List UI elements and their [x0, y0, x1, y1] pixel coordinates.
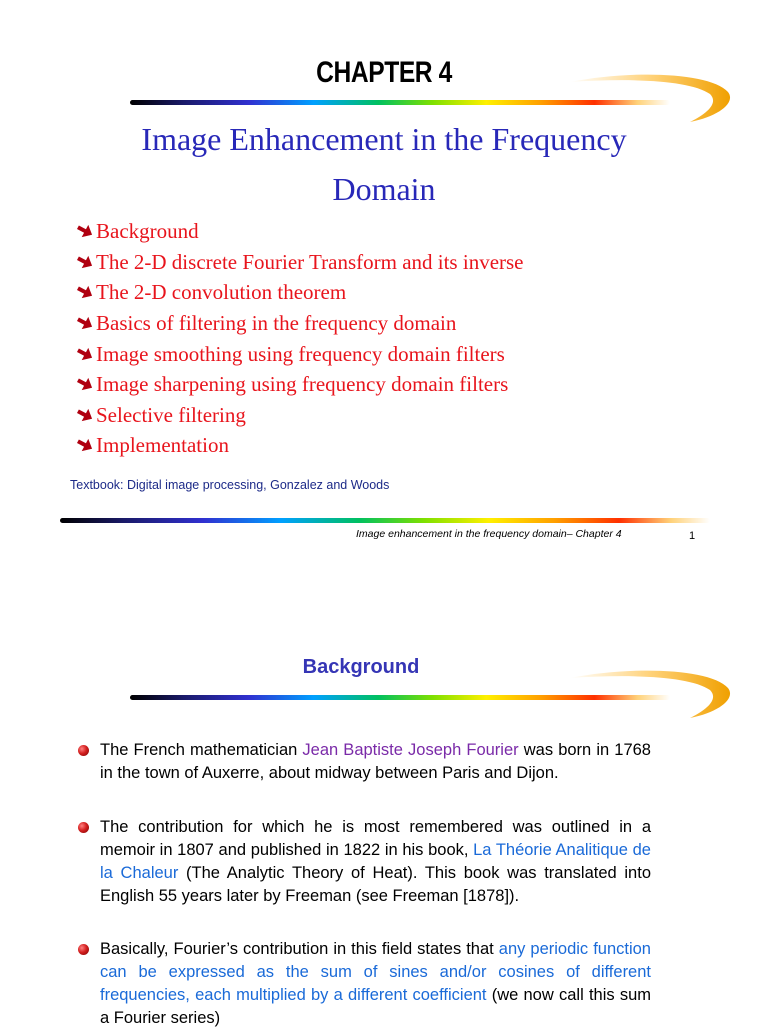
list-item [74, 400, 524, 431]
list-item-text: Image smoothing using frequency domain filters [96, 341, 505, 366]
bullet-dot-icon [78, 822, 89, 833]
arrow-bullet-icon [74, 315, 96, 331]
fourier-name: Jean Baptiste Joseph Fourier [302, 741, 519, 759]
arrow-bullet-icon [74, 376, 96, 392]
slide-2 [0, 580, 768, 1027]
arrow-bullet-icon [74, 254, 96, 270]
textbook-reference: Textbook: Digital image processing, Gonzalez and Woods [70, 478, 390, 492]
arrow-bullet-icon [74, 346, 96, 362]
list-item-text: The 2-D convolution theorem [96, 280, 347, 305]
bullet-dot-icon [78, 745, 89, 756]
arrow-bullet-icon [74, 407, 96, 423]
slide-title-line-2: Domain [332, 171, 436, 207]
paragraph-text: (The Analytic Theory of Heat). This book was translated into English 55 years later by Freeman (see Freeman [1878]). [100, 864, 651, 905]
slide-title: Background [302, 656, 420, 678]
paragraph-text: The contribution for which he is most remembered was outlined in a memoir in 1807 and published in 1822 in his book, [100, 818, 651, 859]
list-item [74, 308, 524, 339]
arrow-bullet-icon [74, 437, 96, 453]
fourier-statement: any periodic function can be expressed as the sum of sines and/or cosines of different frequencies, each multiplied by a different coefficient [100, 940, 651, 1004]
list-item [74, 430, 524, 461]
list-item [74, 216, 524, 247]
paragraph-text: was born in 1768 in the town of Auxerre, about midway between Paris and Dijon. [100, 741, 651, 782]
arrow-bullet-icon [74, 223, 96, 239]
slide-title-line-1: Image Enhancement in the Frequency [141, 121, 627, 157]
swoosh-decoration [560, 664, 740, 724]
bullet-dot-icon [78, 944, 89, 955]
paragraph-text: (we now call this sum a Fourier series) [100, 986, 651, 1027]
list-item [74, 338, 524, 369]
paragraph-2 [100, 816, 651, 908]
paragraph-text: The French mathematician [100, 741, 303, 759]
paragraph-text: Basically, Fourier’s contribution in this field states that [100, 940, 499, 958]
chapter-heading: CHAPTER 4 [316, 56, 452, 89]
arrow-bullet-icon [74, 284, 96, 300]
list-item-text: Basics of filtering in the frequency domain [96, 311, 457, 336]
list-item-text: Background [96, 219, 199, 244]
list-item-text: The 2-D discrete Fourier Transform and its inverse [96, 249, 524, 274]
rainbow-divider-bottom [60, 518, 710, 523]
list-item [74, 247, 524, 278]
paragraph-3 [100, 938, 651, 1030]
list-item [74, 277, 524, 308]
paragraph-1 [100, 739, 651, 785]
list-item-text: Implementation [96, 433, 229, 458]
list-item-text: Selective filtering [96, 402, 246, 427]
slide-footer: Image enhancement in the frequency domain– Chapter 4 [356, 528, 622, 540]
book-title: La Théorie Analitique de la Chaleur [100, 841, 651, 882]
list-item-text: Image sharpening using frequency domain filters [96, 372, 509, 397]
page-number: 1 [689, 530, 696, 542]
list-item [74, 369, 524, 400]
topic-list [74, 216, 524, 461]
